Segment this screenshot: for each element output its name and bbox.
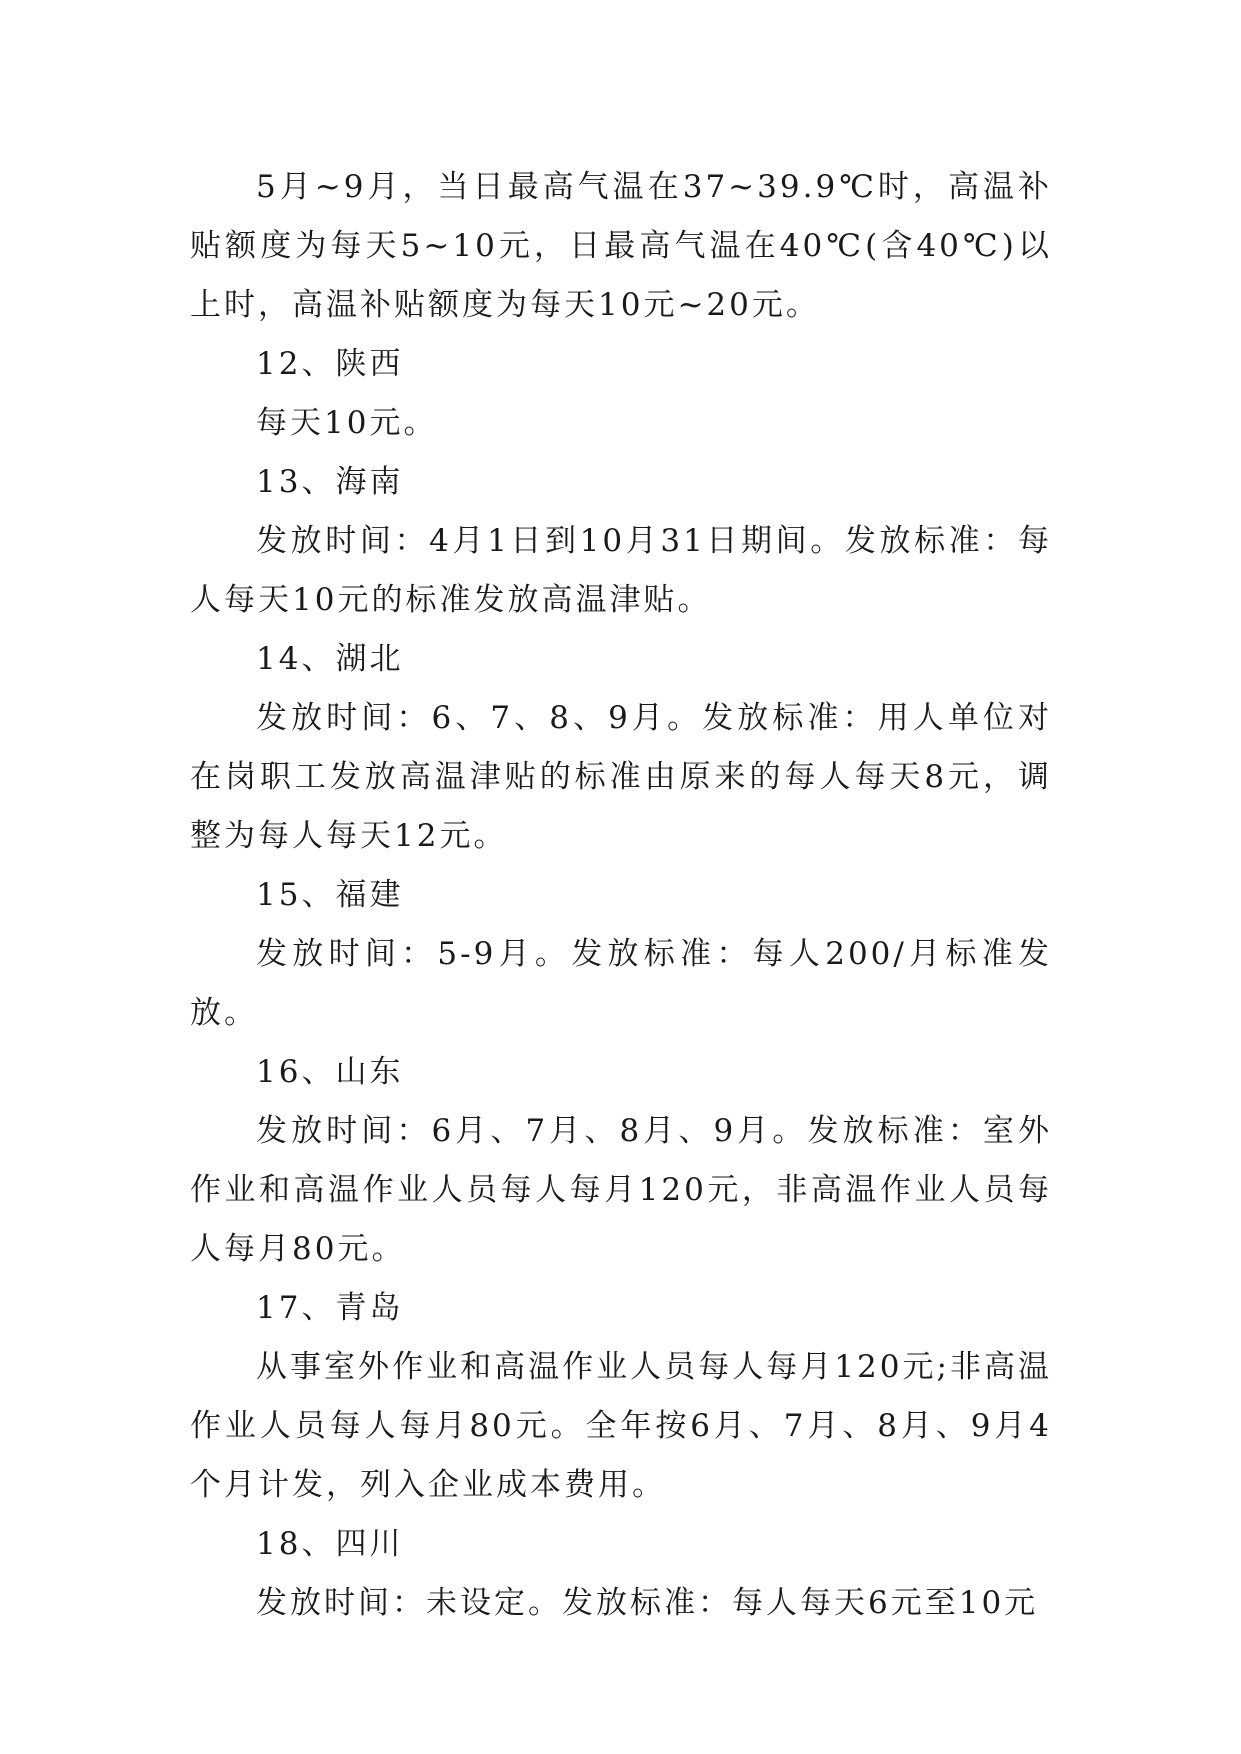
paragraph-sichuan: 发放时间：未设定。发放标准：每人每天6元至10元: [256, 1585, 1039, 1621]
paragraph-shandong: 发放时间：6月、7月、8月、9月。发放标准：室外作业和高温作业人员每人每月120元，非高温作业人员每人每月80元。: [190, 1113, 1052, 1267]
heading-fujian: 15、福建: [256, 877, 404, 913]
heading-qingdao: 17、青岛: [256, 1290, 404, 1326]
paragraph-qingdao: 从事室外作业和高温作业人员每人每月120元;非高温作业人员每人每月80元。全年按6月、7月、8月、9月4个月计发，列入企业成本费用。: [190, 1349, 1052, 1503]
heading-shaanxi: 12、陕西: [256, 346, 404, 382]
heading-shandong: 16、山东: [256, 1054, 404, 1090]
paragraph-hainan: 发放时间：4月1日到10月31日期间。发放标准：每人每天10元的标准发放高温津贴。: [190, 523, 1052, 618]
paragraph-shaanxi: 每天10元。: [256, 405, 438, 441]
paragraph-heat-subsidy-range: 5月~9月，当日最高气温在37~39.9℃时，高温补贴额度为每天5~10元，日最高气温在40℃(含40℃)以上时，高温补贴额度为每天10元~20元。: [190, 169, 1052, 323]
paragraph-fujian: 发放时间：5-9月。发放标准：每人200/月标准发放。: [190, 936, 1052, 1031]
document-body: [190, 158, 1052, 1633]
paragraph-hubei: 发放时间：6、7、8、9月。发放标准：用人单位对在岗职工发放高温津贴的标准由原来的每人每天8元，调整为每人每天12元。: [190, 700, 1052, 854]
heading-hubei: 14、湖北: [256, 641, 404, 677]
heading-sichuan: 18、四川: [256, 1526, 404, 1562]
heading-hainan: 13、海南: [256, 464, 404, 500]
